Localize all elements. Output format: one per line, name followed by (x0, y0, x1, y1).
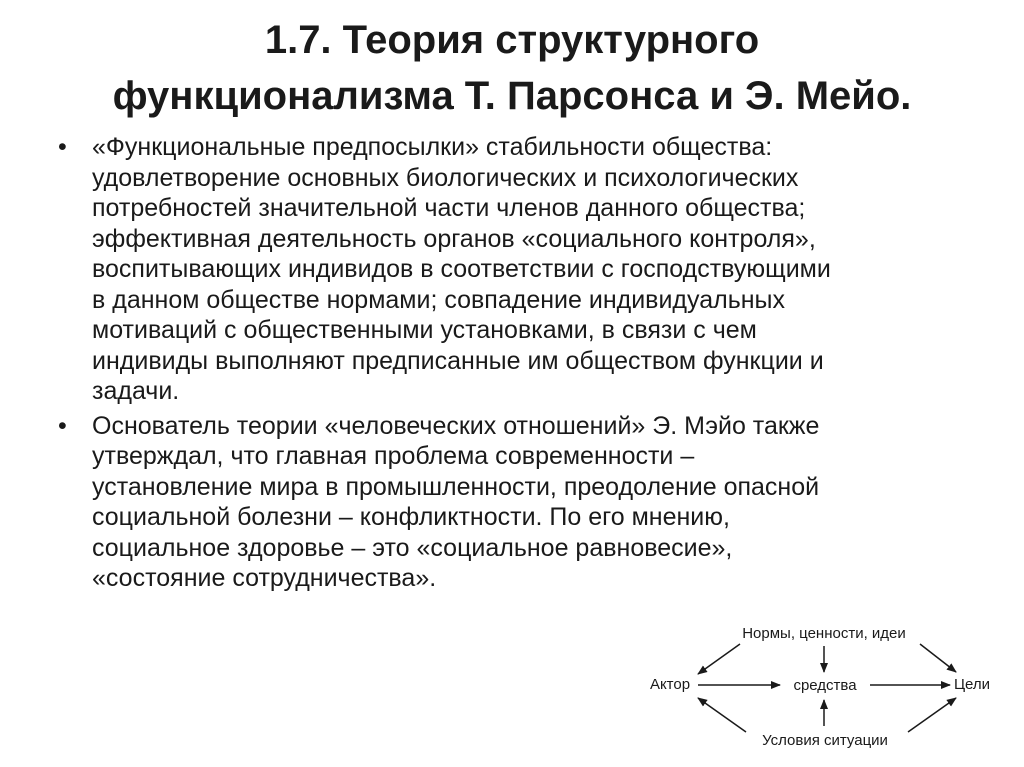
bullet-1-line-9: задачи. (92, 377, 180, 405)
bullet-1-line-8: индивиды выполняют предписанные им обществом функции и (92, 346, 824, 375)
diagram-node-goals: Цели (953, 676, 991, 693)
slide-title-line-2: функционализма Т. Парсонса и Э. Мейо. (112, 74, 912, 118)
slide-title-line-1: 1.7. Теория структурного (264, 18, 760, 62)
bullet-2-line-6: «состояние сотрудничества». (92, 564, 437, 592)
bullet-1-line-2: удовлетворение основных биологических и психологических (92, 163, 799, 192)
bullet-1-line-5: воспитывающих индивидов в соответствии с господствующими (92, 255, 831, 283)
bullet-1-line-1: «Функциональные предпосылки» стабильности общества: (92, 133, 773, 161)
arrow-conditions-to-goals (908, 698, 956, 732)
action-system-diagram (620, 608, 1010, 767)
bullet-1-line-7: мотиваций с общественными установками, в связи с чем (92, 316, 757, 344)
slide-title (0, 12, 1024, 124)
bullet-2-line-2: утверждал, что главная проблема современности – (92, 442, 695, 470)
bullet-list (58, 132, 958, 598)
bullet-2-line-5: социальное здоровье – это «социальное равновесие», (92, 533, 733, 562)
arrow-conditions-to-actor (698, 698, 746, 732)
bullet-1-line-4: эффективная деятельность органов «социального контроля», (92, 224, 816, 253)
diagram-node-means: средства (793, 677, 857, 694)
bullet-mark: • (58, 411, 67, 440)
arrow-norms-to-actor (698, 644, 740, 674)
bullet-1-line-3: потребностей значительной части членов данного общества; (92, 194, 806, 222)
diagram-node-conditions: Условия ситуации (762, 732, 888, 749)
bullet-1-line-6: в данном обществе нормами; совпадение индивидуальных (92, 285, 786, 314)
arrow-norms-to-goals (920, 644, 956, 672)
bullet-item-mayo-theory (58, 411, 958, 594)
diagram-node-norms: Нормы, ценности, идеи (742, 625, 906, 642)
bullet-2-line-3: установление мира в промышленности, преодоление опасной (92, 472, 820, 501)
bullet-2-line-4: социальной болезни – конфликтности. По его мнению, (92, 503, 730, 531)
bullet-2-line-1: Основатель теории «человеческих отношений» Э. Мэйо также (92, 411, 820, 440)
diagram-node-actor: Актор (649, 676, 691, 693)
bullet-mark: • (58, 133, 67, 161)
bullet-item-functional-prerequisites (58, 132, 958, 407)
